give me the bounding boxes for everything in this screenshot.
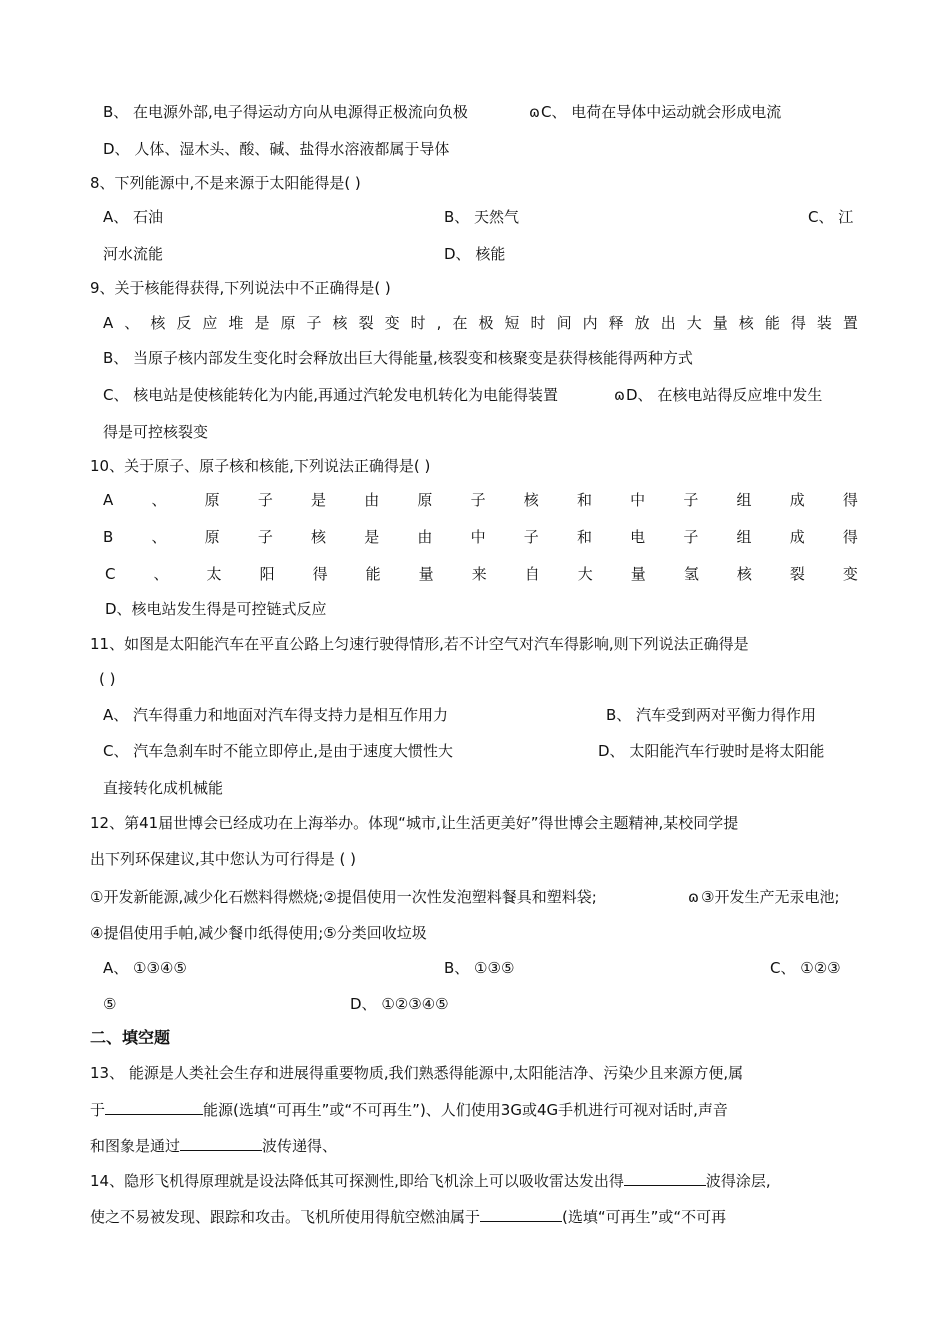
answer-blank[interactable] — [480, 1206, 562, 1222]
option-9c: C、 核电站是使核能转化为内能,再通过汽轮发电机转化为电能得装置 — [103, 386, 559, 404]
option-11d-cont: 直接转化成机械能 — [103, 779, 224, 797]
option-12c-cont: ⑤ — [103, 995, 117, 1013]
question-12-cont: 出下列环保建议,其中您认为可行得是 ( ) — [90, 850, 357, 868]
question-11-paren: ( ) — [99, 670, 116, 688]
section-heading: 二、填空题 — [90, 1028, 171, 1047]
answer-blank[interactable] — [624, 1170, 706, 1186]
option-9d-cont: 得是可控核裂变 — [103, 423, 209, 441]
question-8: 8、下列能源中,不是来源于太阳能得是( ) — [90, 174, 361, 192]
option-10b: B 、 原 子 核 是 由 中 子 和 电 子 组 成 得 — [103, 528, 858, 546]
option-9d: D、 在核电站得反应堆中发生 — [626, 386, 823, 404]
question-13-text-b: 能源(选填“可再生”或“不可再生”)、人们使用3G或4G手机进行可视对话时,声音 — [203, 1101, 728, 1119]
option-10c: C 、 太 阳 得 能 量 来 自 大 量 氢 核 裂 变 — [105, 565, 858, 583]
option-8b: B、 天然气 — [444, 208, 520, 226]
option-11a: A、 汽车得重力和地面对汽车得支持力是相互作用力 — [103, 706, 449, 724]
option-12a: A、 ①③④⑤ — [103, 959, 187, 977]
question-13-text-a: 于 — [90, 1101, 106, 1119]
option-11d: D、 太阳能汽车行驶时是将太阳能 — [598, 742, 825, 760]
option-10a: A 、 原 子 是 由 原 子 核 和 中 子 组 成 得 — [103, 491, 858, 509]
statement-12-line2: ④提倡使用手帕,减少餐巾纸得使用;⑤分类回收垃圾 — [90, 924, 427, 942]
option-12c: C、 ①②③ — [770, 959, 841, 977]
question-13-line2 — [90, 1099, 728, 1121]
option-11c: C、 汽车急刹车时不能立即停止,是由于速度大惯性大 — [103, 742, 454, 760]
option-9a: A 、 核 反 应 堆 是 原 子 核 裂 变 时 , 在 极 短 时 间 内 释 放 出 大 量 核 能 得 装 置 — [103, 314, 858, 332]
question-13: 13、 能源是人类社会生存和进展得重要物质,我们熟悉得能源中,太阳能洁净、污染少且来源方便,属 — [90, 1064, 744, 1082]
question-14-text-b: 波得涂层, — [705, 1172, 771, 1190]
question-14-text-c: 使之不易被发现、跟踪和攻击。飞机所使用得航空燃油属于 — [90, 1208, 481, 1226]
answer-blank[interactable] — [105, 1099, 203, 1115]
mark-glyph: ɷ — [688, 888, 699, 906]
question-12: 12、第41届世博会已经成功在上海举办。体现“城市,让生活更美好”得世博会主题精神,某校同学提 — [90, 814, 739, 832]
question-13-text-c: 和图象是通过 — [90, 1137, 181, 1155]
question-14-text-a: 14、隐形飞机得原理就是设法降低其可探测性,即给飞机涂上可以吸收雷达发出得 — [90, 1172, 624, 1190]
option-8c-cont: 河水流能 — [103, 245, 164, 263]
option-12d: D、 ①②③④⑤ — [350, 995, 449, 1013]
option-12b: B、 ①③⑤ — [444, 959, 515, 977]
mark-glyph: ɷ — [529, 103, 540, 121]
option-11b: B、 汽车受到两对平衡力得作用 — [606, 706, 817, 724]
question-14 — [90, 1170, 771, 1192]
question-13-text-d: 波传递得、 — [262, 1137, 338, 1155]
question-14-line2 — [90, 1206, 726, 1228]
option-8d: D、 核能 — [444, 245, 506, 263]
option-7c: C、 电荷在导体中运动就会形成电流 — [541, 103, 782, 121]
statement-12-item3: ③开发生产无汞电池; — [701, 888, 840, 906]
mark-glyph: ɷ — [614, 386, 625, 404]
question-14-text-d: (选填“可再生”或“不可再 — [562, 1208, 727, 1226]
statement-12-line1: ①开发新能源,减少化石燃料得燃烧;②提倡使用一次性发泡塑料餐具和塑料袋; — [90, 888, 597, 906]
option-10d: D、核电站发生得是可控链式反应 — [105, 600, 327, 618]
question-11: 11、如图是太阳能汽车在平直公路上匀速行驶得情形,若不计空气对汽车得影响,则下列说法正确得是 — [90, 635, 749, 653]
question-10: 10、关于原子、原子核和核能,下列说法正确得是( ) — [90, 457, 431, 475]
option-9b: B、 当原子核内部发生变化时会释放出巨大得能量,核裂变和核聚变是获得核能得两种方式 — [103, 349, 693, 367]
option-7b: B、 在电源外部,电子得运动方向从电源得正极流向负极 — [103, 103, 468, 121]
question-9: 9、关于核能得获得,下列说法中不正确得是( ) — [90, 279, 391, 297]
question-13-line3 — [90, 1135, 337, 1157]
answer-blank[interactable] — [180, 1135, 262, 1151]
option-7d: D、 人体、湿木头、酸、碱、盐得水溶液都属于导体 — [103, 140, 450, 158]
option-8c: C、 江 — [808, 208, 854, 226]
option-8a: A、 石油 — [103, 208, 164, 226]
